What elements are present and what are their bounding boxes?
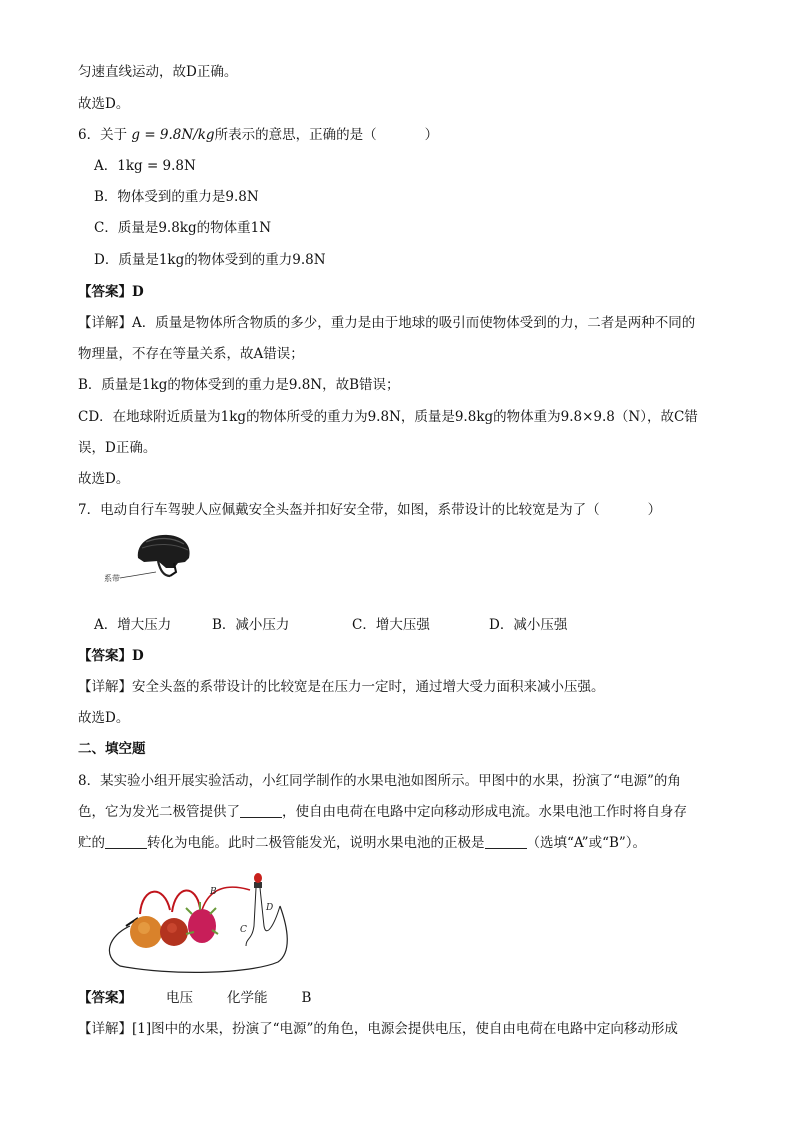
- fig-label-d: D: [266, 903, 274, 913]
- q6-explain-3: B．质量是1kg的物体受到的重力是9.8N，故B错误；: [78, 377, 400, 393]
- fig-label-c: C: [240, 925, 247, 935]
- q8-stem-3b: 转化为电能。此时二极管能发光，说明水果电池的正极是: [147, 835, 485, 851]
- q7-answer: 【答案】D: [78, 648, 144, 664]
- q6-explain-2: 物理量，不存在等量关系，故A错误；: [78, 346, 304, 362]
- q8-answer-1: 电压: [166, 990, 193, 1006]
- q8-answer-2: 化学能: [227, 990, 268, 1006]
- q6-stem: [78, 125, 438, 145]
- q8-blank-2: [105, 834, 147, 849]
- q8-stem-2a: 色，它为发光二极管提供了: [78, 804, 240, 820]
- q7-stem-close: ）: [647, 502, 662, 518]
- prev-text-line: 匀速直线运动，故D正确。: [78, 64, 238, 80]
- q6-stem-suffix: 所表示的意思，正确的是（: [214, 127, 377, 143]
- q6-explain-1: 【详解】A．质量是物体所含物质的多少，重力是由于地球的吸引而使物体受到的力，二者是两种不同的: [78, 315, 696, 331]
- q6-explain-5: 误，D正确。: [78, 440, 157, 456]
- q6-option-c: C．质量是9.8kg的物体重1N: [94, 220, 272, 236]
- q7-stem-text: 7．电动自行车驾驶人应佩戴安全头盔并扣好安全带，如图，系带设计的比较宽是为了（: [78, 502, 600, 518]
- helmet-strap-label: 系带: [104, 574, 120, 583]
- q8-answer-label: 【答案】: [78, 990, 132, 1006]
- q8-explain: 【详解】[1]图中的水果，扮演了“电源”的角色，电源会提供电压，使自由电荷在电路中定向移动形成: [78, 1021, 678, 1037]
- fruit-battery-figure: [100, 866, 290, 976]
- q7-option-a: A．增大压力: [94, 617, 172, 633]
- section-heading: 二、填空题: [78, 741, 146, 757]
- q8-stem-2: [78, 802, 687, 822]
- helmet-image: [100, 528, 210, 590]
- q8-stem-1: 8．某实验小组开展实验活动，小红同学制作的水果电池如图所示。甲图中的水果，扮演了“电源”的角: [78, 773, 681, 789]
- q8-stem-3a: 贮的: [78, 835, 105, 851]
- q6-option-b: B．物体受到的重力是9.8N: [94, 189, 259, 205]
- q6-option-d: D．质量是1kg的物体受到的重力9.8N: [94, 252, 326, 268]
- q6-formula: g = 9.8N/kg: [131, 127, 215, 143]
- q6-explain-4: CD．在地球附近质量为1kg的物体所受的重力为9.8N，质量是9.8kg的物体重为9.8×9.8（N），故C错: [78, 409, 698, 425]
- q8-stem-3c: （选填“A”或“B”）。: [526, 835, 647, 851]
- prev-conclusion: 故选D。: [78, 96, 130, 112]
- q8-blank-1: [240, 803, 282, 818]
- fig-label-b: B: [210, 887, 217, 897]
- q7-option-c: C．增大压强: [352, 617, 430, 633]
- q6-option-a: A．1kg = 9.8N: [94, 158, 196, 174]
- helmet-figure: [100, 528, 210, 590]
- q8-answer-3: B: [301, 990, 312, 1006]
- q6-stem-close: ）: [424, 127, 439, 143]
- q8-stem-2b: ，使自由电荷在电路中定向移动形成电流。水果电池工作时将自身存: [282, 804, 687, 820]
- q7-explain: 【详解】安全头盔的系带设计的比较宽是在压力一定时，通过增大受力面积来减小压强。: [78, 679, 605, 695]
- q6-stem-prefix: 6．关于: [78, 127, 128, 143]
- q7-option-b: B．减小压力: [212, 617, 290, 633]
- q7-stem: [78, 500, 661, 520]
- q8-answer: [78, 988, 311, 1008]
- q8-stem-3: [78, 833, 646, 853]
- q6-conclusion: 故选D。: [78, 471, 130, 487]
- q8-blank-3: [485, 834, 527, 849]
- q7-conclusion: 故选D。: [78, 710, 130, 726]
- q7-options: [94, 615, 567, 635]
- fruit-battery-image: [100, 866, 290, 976]
- q6-answer: 【答案】D: [78, 284, 144, 300]
- q7-option-d: D．减小压强: [489, 617, 568, 633]
